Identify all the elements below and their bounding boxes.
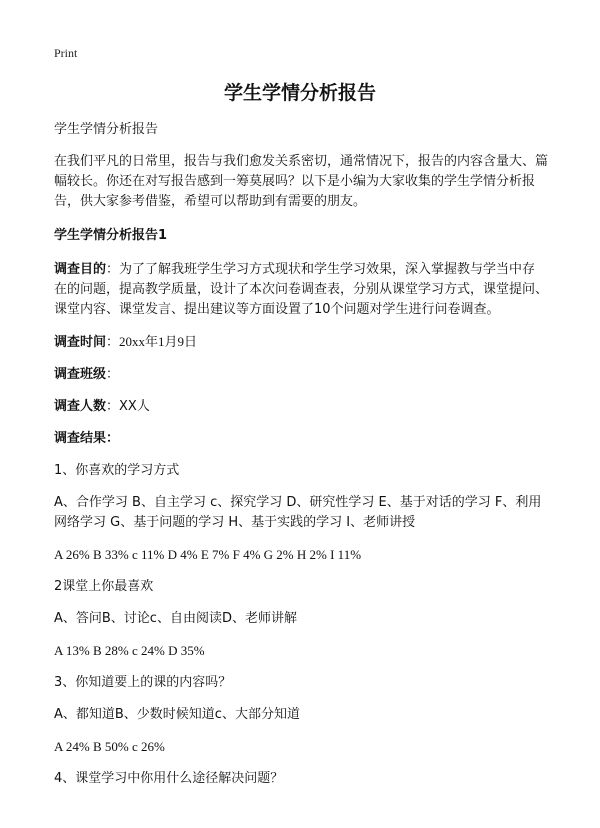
document-subtitle: 学生学情分析报告	[54, 122, 159, 137]
time-value: ：20xx年1月9日	[106, 334, 198, 349]
result-line	[54, 429, 548, 449]
question-2: 2课堂上你最喜欢	[54, 579, 154, 594]
class-line	[54, 365, 548, 385]
print-label[interactable]: Print	[54, 46, 78, 60]
question-1: 1、你喜欢的学习方式	[54, 463, 180, 478]
class-value: ：	[106, 367, 120, 382]
question-3: 3、你知道要上的课的内容吗？	[54, 675, 232, 690]
time-line	[54, 332, 548, 353]
intro-paragraph: 在我们平凡的日常里，报告与我们愈发关系密切，通常情况下，报告的内容含量大、篇幅较长。你还在对写报告感到一筹莫展吗？以下是小编为大家收集的学生学情分析报告，供大家参考借鉴，希望可以帮助到有需要的朋友。	[54, 154, 549, 209]
class-label: 调查班级	[54, 367, 107, 382]
page-title: 学生学情分析报告	[223, 82, 376, 104]
question-2-options: A、答问B、讨论c、自由阅读D、老师讲解	[54, 611, 297, 626]
question-1-results: A 26% B 33% c 11% D 4% E 7% F 4% G 2% H 2% I 11%	[54, 547, 362, 562]
purpose-paragraph	[54, 260, 548, 320]
time-label: 调查时间	[54, 335, 107, 350]
purpose-text: ：为了了解我班学生学习方式现状和学生学习效果，深入掌握教与学当中存在的问题，提高教学质量，设计了本次问卷调查表，分别从课堂学习方式，课堂提问、课堂内容、课堂发言、提出建议等方面设置了10个问题对学生进行问卷调查。	[54, 262, 549, 317]
count-line	[54, 397, 548, 417]
question-3-options: A、都知道B、少数时候知道c、大部分知道	[54, 707, 300, 722]
purpose-label: 调查目的	[54, 262, 107, 277]
document-body	[54, 120, 548, 801]
question-1-options: A、合作学习 B、自主学习 c、探究学习 D、研究性学习 E、基于对话的学习 F、利用网络学习 G、基于问题的学习 H、基于实践的学习 I、老师讲授	[54, 495, 542, 530]
result-label: 调查结果	[54, 431, 107, 446]
result-colon: ：	[106, 431, 120, 446]
question-2-results: A 13% B 28% c 24% D 35%	[54, 643, 205, 658]
count-value: ：XX人	[106, 399, 150, 414]
question-4: 4、课堂学习中你用什么途径解决问题？	[54, 771, 284, 786]
section-heading: 学生学情分析报告1	[54, 228, 168, 243]
count-label: 调查人数	[54, 399, 107, 414]
question-3-results: A 24% B 50% c 26%	[54, 739, 165, 754]
